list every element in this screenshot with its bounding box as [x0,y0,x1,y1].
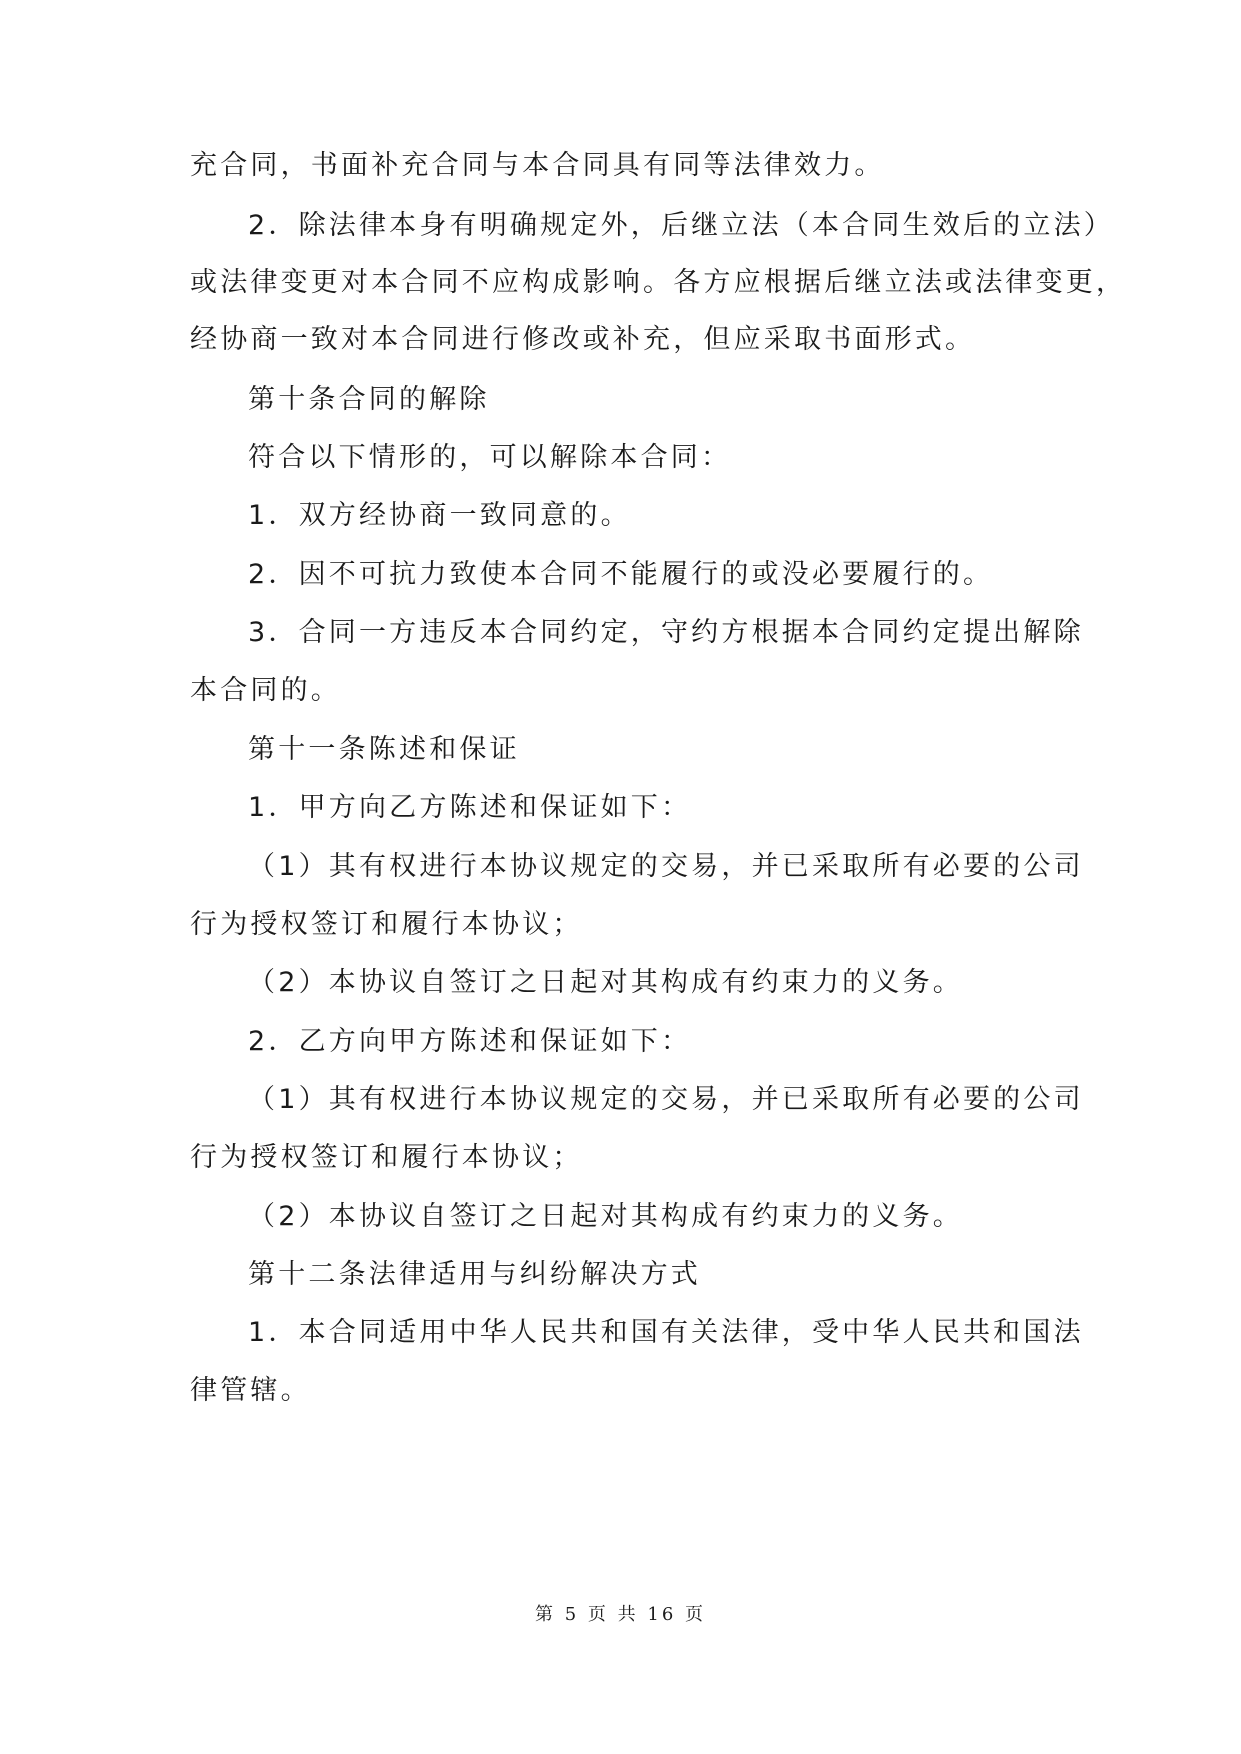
list-item: 1．双方经协商一致同意的。 [248,500,631,531]
paragraph-line: 或法律变更对本合同不应构成影响。各方应根据后继立法或法律变更， [190,267,1127,298]
list-item: （2）本协议自签订之日起对其构成有约束力的义务。 [248,1201,963,1232]
list-item: 1．甲方向乙方陈述和保证如下： [248,792,692,823]
section-heading: 第十一条陈述和保证 [248,734,520,765]
paragraph-line: 2．除法律本身有明确规定外，后继立法（本合同生效后的立法） [248,210,1114,241]
paragraph-line: 充合同，书面补充合同与本合同具有同等法律效力。 [190,150,885,181]
paragraph-line: 经协商一致对本合同进行修改或补充，但应采取书面形式。 [190,324,976,355]
paragraph-line: 行为授权签订和履行本协议； [190,909,583,940]
list-item: （1）其有权进行本协议规定的交易，并已采取所有必要的公司 [248,1084,1084,1115]
current-page-number: 5 [564,1604,580,1625]
list-item: 2．乙方向甲方陈述和保证如下： [248,1026,692,1057]
list-item: 1．本合同适用中华人民共和国有关法律，受中华人民共和国法 [248,1317,1084,1348]
section-heading: 第十条合同的解除 [248,384,490,415]
footer-prefix: 第 [534,1604,556,1625]
list-item: 2．因不可抗力致使本合同不能履行的或没必要履行的。 [248,559,994,590]
list-item: （1）其有权进行本协议规定的交易，并已采取所有必要的公司 [248,851,1084,882]
footer-middle: 页 共 [587,1604,639,1625]
total-pages-number: 16 [647,1604,677,1625]
list-item: （2）本协议自签订之日起对其构成有约束力的义务。 [248,967,963,998]
page-footer [0,1600,1241,1626]
list-item: 3．合同一方违反本合同约定，守约方根据本合同约定提出解除 [248,617,1084,648]
paragraph-line: 行为授权签订和履行本协议； [190,1142,583,1173]
section-heading: 第十二条法律适用与纠纷解决方式 [248,1259,701,1290]
footer-suffix: 页 [685,1604,707,1625]
paragraph-line: 本合同的。 [190,675,341,706]
paragraph-line: 符合以下情形的，可以解除本合同： [248,442,732,473]
paragraph-line: 律管辖。 [190,1375,311,1406]
